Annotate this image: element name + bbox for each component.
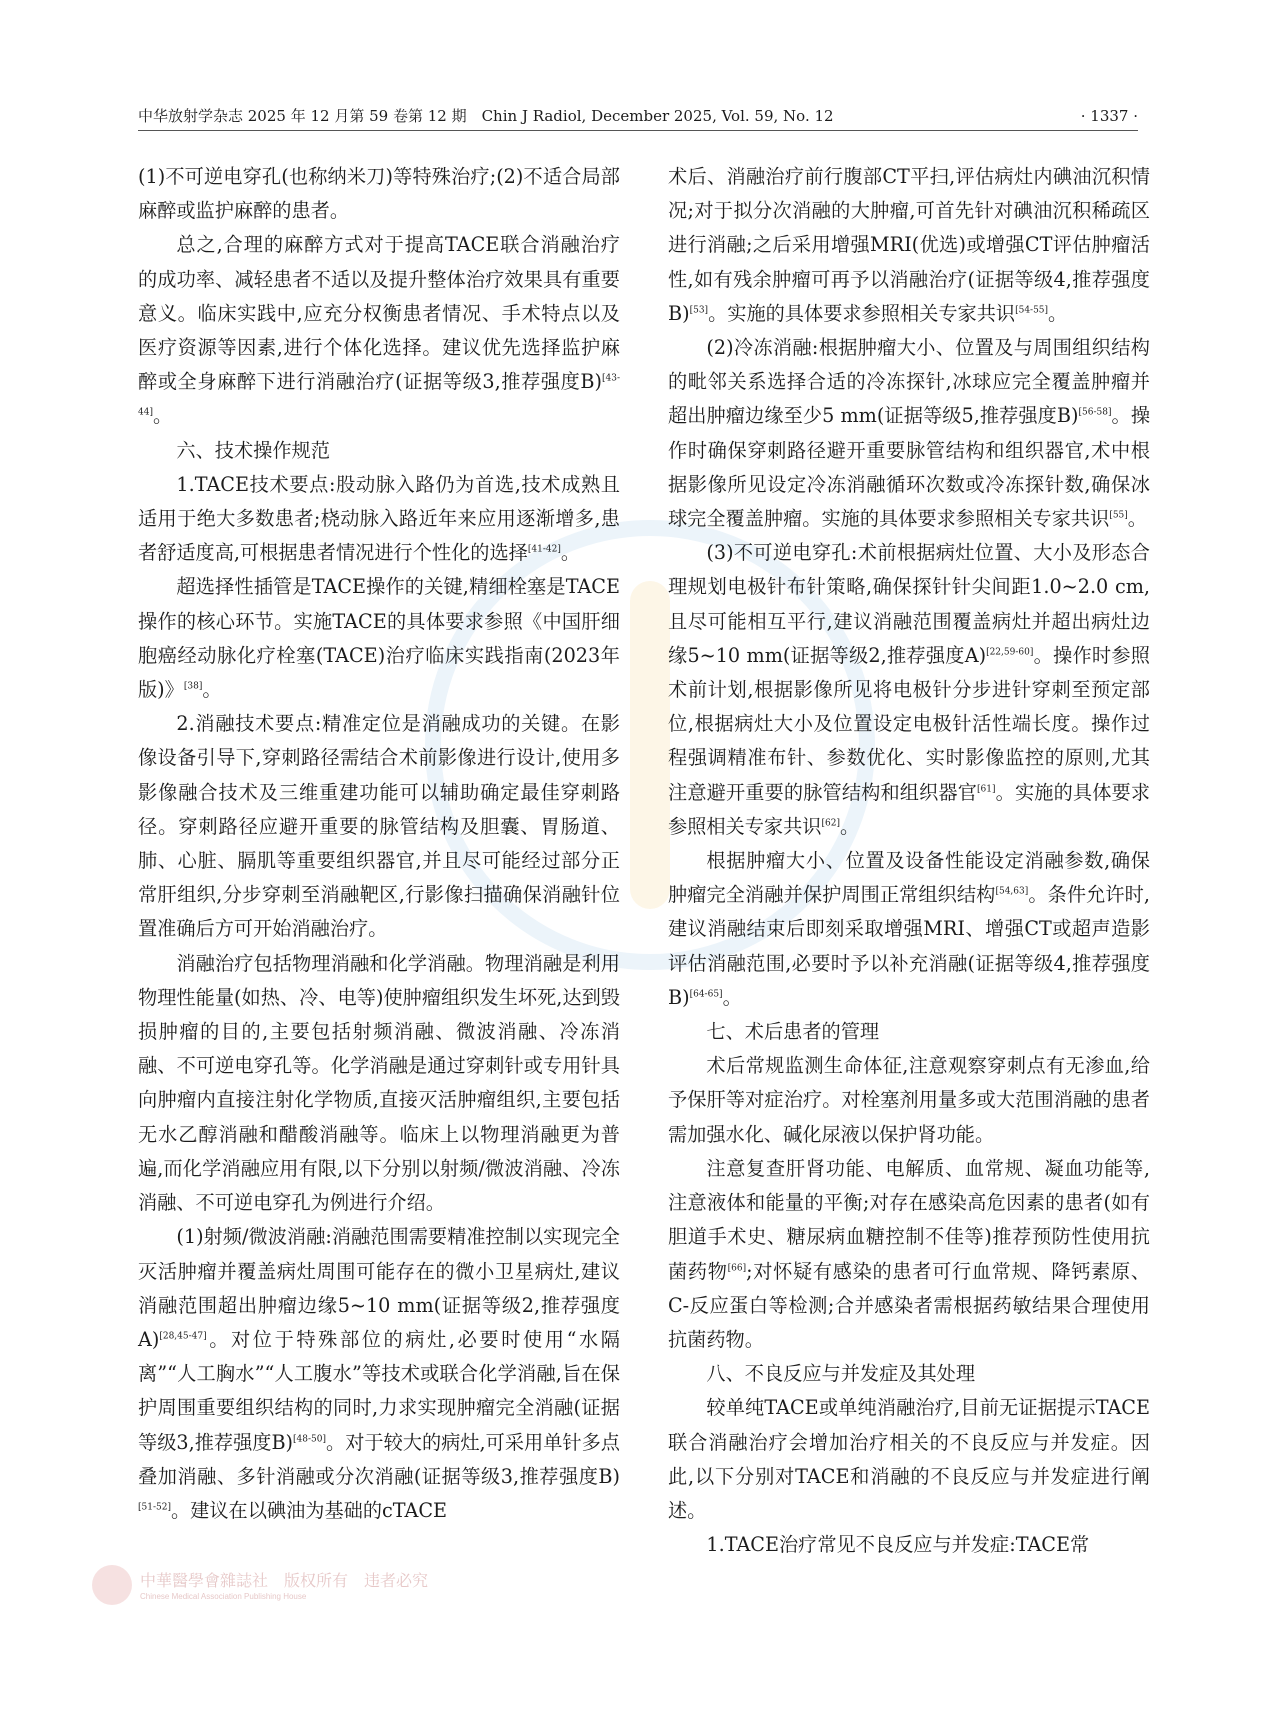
paragraph xyxy=(138,570,620,707)
citation-ref: [38] xyxy=(183,681,203,692)
paragraph-text: (1)不可逆电穿孔(也称纳米刀)等特殊治疗;(2)不适合局部麻醉或监护麻醉的患者。 xyxy=(138,165,620,223)
paragraph-text: 1.TACE技术要点:股动脉入路仍为首选,技术成熟且适用于绝大多数患者;桡动脉入路近年来应用逐渐增多,患者舒适度高,可根据患者情况进行个性化的选择 xyxy=(138,472,620,565)
running-header xyxy=(138,102,1138,131)
section-heading xyxy=(668,1357,1150,1391)
paragraph xyxy=(138,1220,620,1528)
paragraph-text: 术后常规监测生命体征,注意观察穿刺点有无渗血,给予保肝等对症治疗。对栓塞剂用量多或大范围消融的患者需加强水化、碱化尿液以保护肾功能。 xyxy=(668,1054,1150,1146)
paragraph xyxy=(668,1152,1150,1357)
paragraph-text: 根据肿瘤大小、位置及设备性能设定消融参数,确保肿瘤完全消融并保护周围正常组织结构 xyxy=(668,849,1150,907)
section-heading xyxy=(668,1015,1150,1049)
citation-ref: [66] xyxy=(727,1263,747,1274)
journal-citation: 中华放射学杂志 2025 年 12 月第 59 卷第 12 期 Chin J Radiol, December 2025, Vol. 59, No. 12 xyxy=(138,107,834,125)
paragraph xyxy=(668,536,1150,844)
paragraph-text: ;对怀疑有感染的患者可行血常规、降钙素原、C-反应蛋白等检测;合并感染者需根据药敏结果合理使用抗菌药物。 xyxy=(668,1259,1151,1351)
citation-ref: [64-65] xyxy=(689,989,723,1000)
left-column xyxy=(138,160,620,1528)
citation-ref: [55] xyxy=(1109,510,1128,521)
paragraph-text: (1)射频/微波消融:消融范围需要精准控制以实现完全灭活肿瘤并覆盖病灶周围可能存在的微小卫星病灶,建议消融范围超出肿瘤边缘5~10 mm(证据等级2,推荐强度A) xyxy=(138,1225,620,1351)
paragraph-text: 七、术后患者的管理 xyxy=(706,1020,880,1044)
citation-ref: [56-58] xyxy=(1078,408,1112,419)
paragraph-text: 。操作时参照术前计划,根据影像所见将电极针分步进针穿刺至预定部位,根据病灶大小及位置设定电极针活性端长度。操作过程强调精准布针、参数优化、实时影像监控的原则,尤其注意避开重要的脉管结构和组织器官 xyxy=(668,643,1150,804)
paragraph xyxy=(668,844,1150,1015)
paragraph xyxy=(138,228,620,433)
publisher-logo-icon xyxy=(92,1565,132,1605)
paragraph-text: 注意复查肝肾功能、电解质、血常规、凝血功能等,注意液体和能量的平衡;对存在感染高危因素的患者(如有胆道手术史、糖尿病血糖控制不佳等)推荐预防性使用抗菌药物 xyxy=(668,1156,1150,1283)
paragraph-text: 。 xyxy=(560,541,581,565)
citation-ref: [48-50] xyxy=(293,1434,327,1445)
paragraph-text: 八、不良反应与并发症及其处理 xyxy=(706,1362,976,1386)
paragraph xyxy=(668,1528,1150,1562)
paragraph xyxy=(138,160,620,228)
paragraph-text: 。建议在以碘油为基础的cTACE xyxy=(170,1498,448,1522)
publisher-watermark-en: Chinese Medical Association Publishing House xyxy=(140,1592,307,1601)
paragraph xyxy=(668,160,1150,331)
citation-ref: [61] xyxy=(977,784,996,795)
paragraph-text: (3)不可逆电穿孔:术前根据病灶位置、大小及形态合理规划电极针布针策略,确保探针针尖间距1.0~2.0 cm,且尽可能相互平行,建议消融范围覆盖病灶并超出病灶边缘5~10 mm(证据等级2,推荐强度A) xyxy=(668,541,1150,667)
paragraph-text: 。实施的具体要求参照相关专家共识 xyxy=(708,301,1016,325)
paragraph-text: 。对于较大的病灶,可采用单针多点叠加消融、多针消融或分次消融(证据等级3,推荐强度B) xyxy=(138,1430,620,1488)
section-heading xyxy=(138,434,620,468)
citation-ref: [62] xyxy=(821,818,840,829)
citation-ref: [53] xyxy=(689,305,709,316)
paragraph-text: 六、技术操作规范 xyxy=(176,438,330,462)
paragraph-text: 。 xyxy=(1127,507,1147,531)
paragraph-text: 。操作时确保穿刺路径避开重要脉管结构和组织器官,术中根据影像所见设定冷冻消融循环次数或冷冻探针数,确保冰球完全覆盖肿瘤。实施的具体要求参照相关专家共识 xyxy=(668,404,1151,531)
paragraph xyxy=(668,1049,1150,1152)
paragraph-text: 术后、消融治疗前行腹部CT平扫,评估病灶内碘油沉积情况;对于拟分次消融的大肿瘤,可首先针对碘油沉积稀疏区进行消融;之后采用增强MRI(优选)或增强CT评估肿瘤活性,如有残余肿瘤可再予以消融治疗(证据等级4,推荐强度B) xyxy=(668,165,1150,325)
citation-ref: [22,59-60] xyxy=(986,647,1034,658)
paragraph-text: 。 xyxy=(152,404,173,428)
paragraph-text: 较单纯TACE或单纯消融治疗,目前无证据提示TACE联合消融治疗会增加治疗相关的不良反应与并发症。因此,以下分别对TACE和消融的不良反应与并发症进行阐述。 xyxy=(668,1396,1150,1522)
paragraph-text: 。 xyxy=(1048,301,1068,325)
paragraph-text: 2.消融技术要点:精准定位是消融成功的关键。在影像设备引导下,穿刺路径需结合术前影像进行设计,使用多影像融合技术及三维重建功能可以辅助确定最佳穿刺路径。穿刺路径应避开重要的脉管结构及胆囊、胃肠道、肺、心脏、膈肌等重要组织器官,并且尽可能经过部分正常肝组织,分步穿刺至消融靶区,行影像扫描确保消融针位置准确后方可开始消融治疗。 xyxy=(138,712,620,941)
citation-ref: [43-44] xyxy=(138,373,620,419)
paragraph-text: 。条件允许时,建议消融结束后即刻采取增强MRI、增强CT或超声造影评估消融范围,必要时予以补充消融(证据等级4,推荐强度B) xyxy=(668,883,1150,1009)
paragraph xyxy=(138,707,620,946)
citation-ref: [41-42] xyxy=(527,544,561,555)
paragraph-text: 。 xyxy=(839,814,860,838)
publisher-watermark: 中華醫學會雜誌社 版权所有 违者必究 xyxy=(140,1571,429,1590)
citation-ref: [54,63] xyxy=(995,886,1029,897)
paragraph-text: 总之,合理的麻醉方式对于提高TACE联合消融治疗的成功率、减轻患者不适以及提升整体治疗效果具有重要意义。临床实践中,应充分权衡患者情况、手术特点以及医疗资源等因素,进行个体化选择。建议优先选择监护麻醉或全身麻醉下进行消融治疗(证据等级3,推荐强度B) xyxy=(138,233,620,394)
paragraph-text: 。对位于特殊部位的病灶,必要时使用“水隔离”“人工胸水”“人工腹水”等技术或联合化学消融,旨在保护周围重要组织结构的同时,力求实现肿瘤完全消融(证据等级3,推荐强度B) xyxy=(138,1327,620,1454)
paragraph-text: 。 xyxy=(202,678,222,702)
paragraph-text: 。实施的具体要求参照相关专家共识 xyxy=(668,780,1151,838)
paragraph xyxy=(138,468,620,571)
paragraph-text: (2)冷冻消融:根据肿瘤大小、位置及与周围组织结构的毗邻关系选择合适的冷冻探针,冰球应完全覆盖肿瘤并超出肿瘤边缘至少5 mm(证据等级5,推荐强度B) xyxy=(668,336,1150,428)
citation-ref: [51-52] xyxy=(138,1502,171,1513)
paragraph xyxy=(138,947,620,1221)
paragraph-text: 1.TACE治疗常见不良反应与并发症:TACE常 xyxy=(706,1533,1090,1557)
paragraph-text: 。 xyxy=(722,985,742,1009)
paragraph xyxy=(668,331,1150,536)
paragraph-text: 消融治疗包括物理消融和化学消融。物理消融是利用物理性能量(如热、冷、电等)使肿瘤组织发生坏死,达到毁损肿瘤的目的,主要包括射频消融、微波消融、冷冻消融、不可逆电穿孔等。化学消融是通过穿刺针或专用针具向肿瘤内直接注射化学物质,直接灭活肿瘤组织,主要包括无水乙醇消融和醋酸消融等。临床上以物理消融更为普遍,而化学消融应用有限,以下分别以射频/微波消融、冷冻消融、不可逆电穿孔为例进行介绍。 xyxy=(138,951,620,1215)
paragraph xyxy=(668,1391,1150,1528)
citation-ref: [28,45-47] xyxy=(159,1331,207,1342)
right-column xyxy=(668,160,1150,1562)
page-number: · 1337 · xyxy=(1080,107,1138,125)
citation-ref: [54-55] xyxy=(1015,305,1049,316)
paragraph-text: 超选择性插管是TACE操作的关键,精细栓塞是TACE操作的核心环节。实施TACE的具体要求参照《中国肝细胞癌经动脉化疗栓塞(TACE)治疗临床实践指南(2023年版)》 xyxy=(138,575,620,702)
